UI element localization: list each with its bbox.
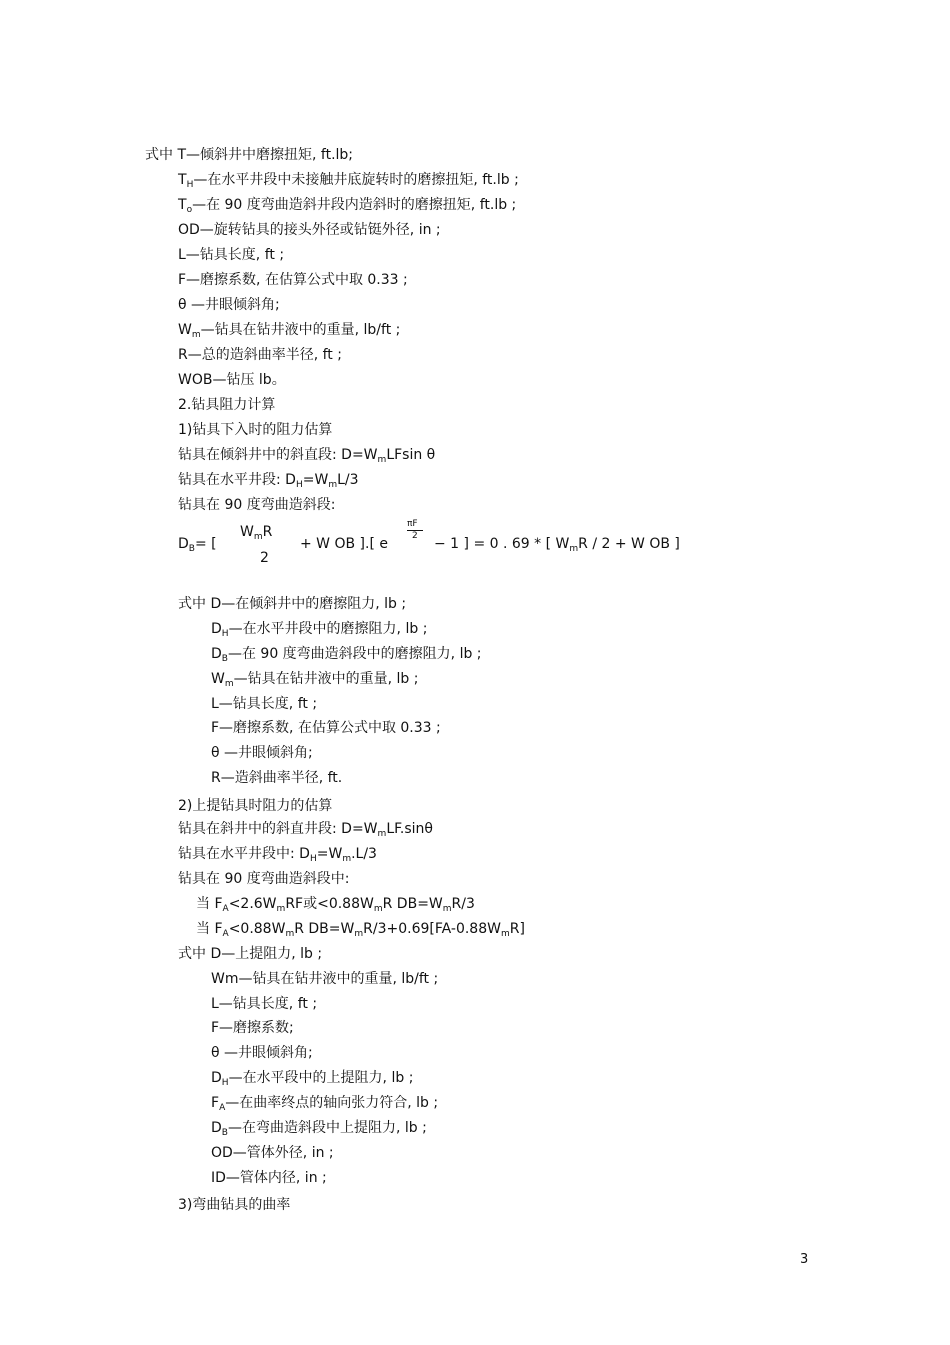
line-text: R DB=W xyxy=(294,921,355,937)
subscript: B xyxy=(221,654,228,664)
line-text: T xyxy=(178,197,187,213)
line-text: T xyxy=(178,172,187,188)
text-line xyxy=(211,644,482,664)
text-line xyxy=(178,220,441,240)
line-text: —钻具在钻井液中的重量, lb/ft ; xyxy=(200,322,401,338)
text-line xyxy=(178,395,275,415)
subscript: A xyxy=(222,904,229,914)
subscript: m xyxy=(377,829,387,839)
text-line xyxy=(211,619,427,639)
line-text: 式中 D—在倾斜井中的磨擦阻力, lb ; xyxy=(178,596,407,612)
line-text: D xyxy=(211,1070,222,1086)
line-text: R/3+0.69[FA-0.88W xyxy=(363,921,501,937)
line-text: R] xyxy=(509,921,525,937)
formula-exp-bot: 2 xyxy=(412,531,418,541)
text-line xyxy=(178,869,349,889)
line-text: R/3 xyxy=(451,896,475,912)
subscript: m xyxy=(276,904,286,914)
subscript: A xyxy=(219,1103,226,1113)
subscript: H xyxy=(221,629,229,639)
line-text: WOB—钻压 lb。 xyxy=(178,372,286,388)
line-text: OD—管体外径, in ; xyxy=(211,1145,334,1161)
line-text: —在 90 度弯曲造斜段中的磨擦阻力, lb ; xyxy=(227,646,482,662)
line-text: 当 F xyxy=(196,896,223,912)
line-text: F xyxy=(211,1095,220,1111)
text-line xyxy=(178,844,377,864)
text-line xyxy=(211,1043,313,1063)
text-line xyxy=(211,1143,334,1163)
text-line xyxy=(178,1195,290,1215)
line-text: <0.88W xyxy=(228,921,286,937)
line-text: F—磨擦系数, 在估算公式中取 0.33 ; xyxy=(211,720,441,736)
subscript: m xyxy=(442,904,452,914)
line-text: =W xyxy=(302,472,329,488)
line-text: LF.sinθ xyxy=(386,821,433,837)
line-text: Wm—钻具在钻井液中的重量, lb/ft ; xyxy=(211,971,439,987)
text-line xyxy=(196,919,525,939)
text-line xyxy=(178,420,332,440)
text-line xyxy=(196,894,475,914)
line-text: 钻具在水平井段: D xyxy=(178,472,296,488)
line-text: OD—旋转钻具的接头外径或钻铤外径, in ; xyxy=(178,222,441,238)
text-line xyxy=(211,669,418,689)
formula-db xyxy=(178,520,778,570)
line-text: ID—管体内径, in ; xyxy=(211,1170,327,1186)
formula-exp-top: πF xyxy=(407,519,418,529)
text-line xyxy=(178,796,332,816)
line-text: 钻具在水平井段中: D xyxy=(178,846,310,862)
formula-numerator: $W_mR$ xyxy=(240,524,273,542)
line-text: θ —井眼倾斜角; xyxy=(178,297,280,313)
line-text: —在水平井段中未接触井底旋转时的磨擦扭矩, ft.lb ; xyxy=(193,172,519,188)
line-text: 式中 D—上提阻力, lb ; xyxy=(178,946,323,962)
subscript: m xyxy=(373,904,383,914)
line-text: L—钻具长度, ft ; xyxy=(211,996,318,1012)
line-text: —在水平段中的上提阻力, lb ; xyxy=(228,1070,414,1086)
text-line xyxy=(178,819,433,839)
text-line xyxy=(211,694,317,714)
line-text: R DB=W xyxy=(382,896,443,912)
text-line xyxy=(211,1093,438,1113)
text-line xyxy=(145,145,353,165)
line-text: —在 90 度弯曲造斜井段内造斜时的磨擦扭矩, ft.lb ; xyxy=(192,197,517,213)
line-text: LFsin θ xyxy=(386,447,436,463)
line-text: D xyxy=(211,1120,222,1136)
text-line xyxy=(211,1018,294,1038)
text-line xyxy=(211,969,438,989)
line-text: L/3 xyxy=(337,472,359,488)
line-text: W xyxy=(211,671,225,687)
line-text: 2)上提钻具时阻力的估算 xyxy=(178,798,333,814)
line-text: L—钻具长度, ft ; xyxy=(211,696,318,712)
subscript: m xyxy=(342,854,352,864)
line-text: R—总的造斜曲率半径, ft ; xyxy=(178,347,342,363)
line-text: —在水平井段中的磨擦阻力, lb ; xyxy=(228,621,428,637)
line-text: —在弯曲造斜段中上提阻力, lb ; xyxy=(227,1120,427,1136)
text-line xyxy=(211,768,342,788)
text-line xyxy=(178,245,284,265)
line-text: 钻具在 90 度弯曲造斜段: xyxy=(178,497,336,513)
text-line xyxy=(211,1118,427,1138)
subscript: m xyxy=(500,929,510,939)
text-line xyxy=(178,594,406,614)
line-text: 2.钻具阻力计算 xyxy=(178,397,276,413)
line-text: RF或<0.88W xyxy=(285,896,374,912)
subscript: H xyxy=(309,854,317,864)
text-line xyxy=(178,470,359,490)
text-line xyxy=(211,994,317,1014)
line-text: D xyxy=(211,621,222,637)
text-line xyxy=(211,743,313,763)
text-line xyxy=(178,295,280,315)
text-line xyxy=(178,370,286,390)
line-text: R—造斜曲率半径, ft. xyxy=(211,770,343,786)
line-text: L—钻具长度, ft ; xyxy=(178,247,285,263)
page-number: 3 xyxy=(800,1252,809,1267)
text-line xyxy=(178,320,400,340)
subscript: m xyxy=(328,480,338,490)
text-line xyxy=(178,345,342,365)
line-text: F—磨擦系数; xyxy=(211,1020,294,1036)
subscript: m xyxy=(377,455,387,465)
line-text: F—磨擦系数, 在估算公式中取 0.33 ; xyxy=(178,272,408,288)
formula-tail: − 1 ] = 0 . 69 * [ $W_mR / 2 + W$ OB ] xyxy=(434,536,680,554)
subscript: B xyxy=(221,1128,228,1138)
line-text: 钻具在斜井中的斜直井段: D=W xyxy=(178,821,378,837)
subscript: o xyxy=(186,205,193,215)
subscript: A xyxy=(222,929,229,939)
text-line xyxy=(178,195,516,215)
line-text: 钻具在 90 度弯曲造斜段中: xyxy=(178,871,350,887)
line-text: 钻具在倾斜井中的斜直段: D=W xyxy=(178,447,378,463)
subscript: H xyxy=(221,1078,229,1088)
formula-wob: + W OB ].[ e xyxy=(300,536,388,552)
formula-lhs: $D_B=$ [ xyxy=(178,536,217,554)
line-text: 当 F xyxy=(196,921,223,937)
formula-denominator: 2 xyxy=(260,550,269,566)
line-text: =W xyxy=(316,846,343,862)
line-text: —钻具在钻井液中的重量, lb ; xyxy=(233,671,419,687)
line-text: θ —井眼倾斜角; xyxy=(211,1045,313,1061)
line-text: —在曲率终点的轴向张力符合, lb ; xyxy=(225,1095,439,1111)
line-text: 式中 T—倾斜井中磨擦扭矩, ft.lb; xyxy=(145,147,354,163)
text-line xyxy=(211,1168,327,1188)
subscript: m xyxy=(224,679,234,689)
subscript: m xyxy=(285,929,295,939)
text-line xyxy=(178,944,322,964)
subscript: m xyxy=(354,929,364,939)
line-text: .L/3 xyxy=(351,846,377,862)
line-text: θ —井眼倾斜角; xyxy=(211,745,313,761)
text-line xyxy=(178,495,335,515)
line-text: 3)弯曲钻具的曲率 xyxy=(178,1197,291,1213)
subscript: H xyxy=(186,180,194,190)
line-text: W xyxy=(178,322,192,338)
text-line xyxy=(178,270,408,290)
text-line xyxy=(178,170,519,190)
text-line xyxy=(211,718,441,738)
text-line xyxy=(211,1068,413,1088)
subscript: m xyxy=(191,330,201,340)
text-line xyxy=(178,445,435,465)
line-text: D xyxy=(211,646,222,662)
subscript: H xyxy=(295,480,303,490)
line-text: <2.6W xyxy=(228,896,277,912)
line-text: 1)钻具下入时的阻力估算 xyxy=(178,422,333,438)
